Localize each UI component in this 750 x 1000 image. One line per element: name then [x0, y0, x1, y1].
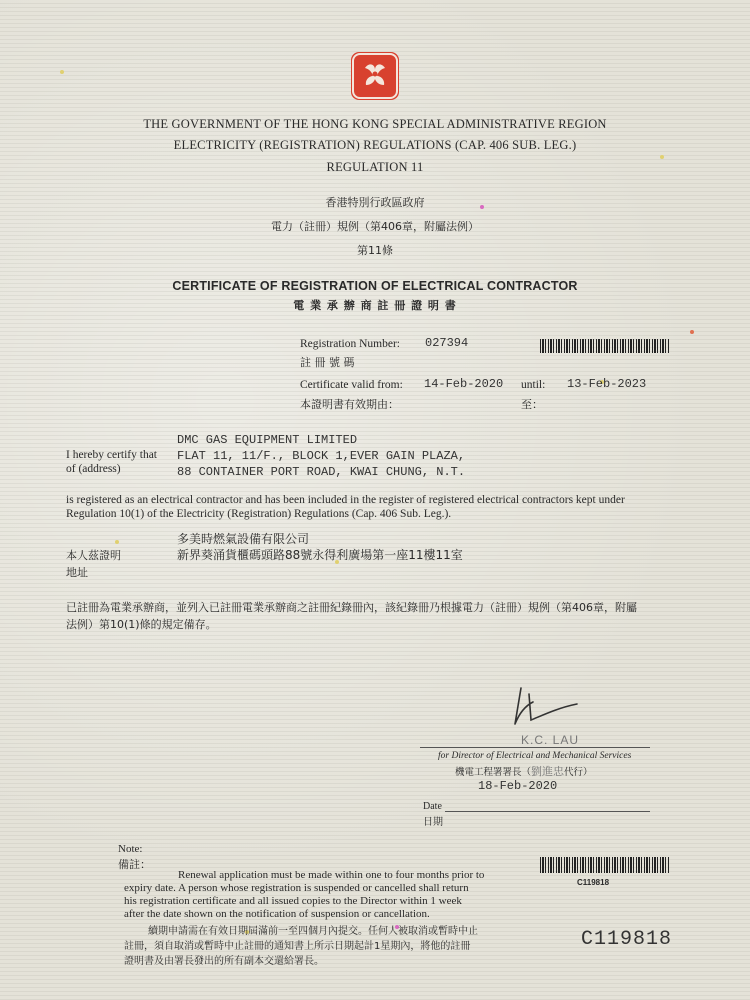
- signatory-for-zh: [455, 763, 593, 779]
- signature-date: 18-Feb-2020: [478, 779, 558, 793]
- valid-from-label-zh: 本證明書有效期由：: [300, 398, 399, 411]
- certificate-title-zh: 電 業 承 辦 商 註 冊 證 明 書: [293, 299, 457, 312]
- company-name: DMC GAS EQUIPMENT LIMITED: [177, 433, 358, 447]
- registration-statement-line2: Regulation 10(1) of the Electricity (Registration) Regulations (Cap. 406 Sub. Leg.).: [66, 508, 452, 520]
- valid-from-label: Certificate valid from:: [300, 379, 403, 391]
- company-address-line1: FLAT 11, 11/F., BLOCK 1,EVER GAIN PLAZA,: [177, 449, 466, 463]
- serial-number: C119818: [581, 928, 673, 951]
- hksar-seal-icon: [351, 52, 399, 100]
- registration-statement-zh-line2: 法例）第10(1)條的規定備存。: [66, 618, 217, 631]
- company-name-zh: 多美時燃氣設備有限公司: [177, 532, 310, 546]
- note-label: Note:: [118, 843, 143, 855]
- header-line-regulations: ELECTRICITY (REGISTRATION) REGULATIONS (CAP. 406 SUB. LEG.): [173, 138, 577, 152]
- paper-fleck: [690, 330, 694, 334]
- signatory-chop-name: 劉進忠: [531, 765, 565, 778]
- date-label-zh: 日期: [423, 817, 443, 828]
- header-zh-regulation-number: 第11條: [357, 244, 393, 257]
- note-en-line1: Renewal application must be made within one to four months prior to: [178, 869, 485, 881]
- certify-label-zh: 本人茲證明: [66, 549, 121, 562]
- signatory-for-zh-prefix: 機電工程署署長（: [455, 767, 532, 778]
- valid-until-label: until:: [521, 379, 546, 391]
- note-en-line3: his registration certificate and all issued copies to the Director within 1 week: [124, 895, 462, 907]
- serial-barcode-caption: C119818: [577, 878, 610, 887]
- signature-line: [420, 747, 650, 748]
- header-zh-regulations: 電力（註冊）規例（第406章，附屬法例）: [271, 220, 479, 233]
- company-address-zh: 新界葵涌貨櫃碼頭路88號永得利廣場第一座11樓11室: [177, 548, 463, 562]
- valid-until-label-zh: 至：: [521, 398, 543, 411]
- signatory-for-en: for Director of Electrical and Mechanical Services: [438, 751, 632, 761]
- serial-barcode: [540, 857, 670, 873]
- paper-fleck: [660, 155, 664, 159]
- paper-fleck: [115, 540, 119, 544]
- registration-number-label: Registration Number:: [300, 338, 400, 350]
- note-en-line4: after the date shown on the notification of suspension or cancellation.: [124, 908, 430, 920]
- address-label: of (address): [66, 463, 121, 475]
- header-line-regulation-number: REGULATION 11: [326, 160, 424, 174]
- header-line-government: THE GOVERNMENT OF THE HONG KONG SPECIAL ADMINISTRATIVE REGION: [143, 117, 607, 131]
- registration-number-value: 027394: [425, 336, 469, 350]
- note-zh-line2: 註冊，須自取消或暫時中止註冊的通知書上所示日期起計1星期內，將他的註冊: [124, 941, 471, 952]
- registration-statement-zh-line1: 已註冊為電業承辦商，並列入已註冊電業承辦商之註冊紀錄冊內，該紀錄冊乃根據電力（註冊）規例（第406章，附屬: [66, 601, 637, 614]
- note-en-line2: expiry date. A person whose registration is suspended or cancelled shall return: [124, 882, 469, 894]
- signatory-for-zh-suffix: 代行）: [564, 767, 593, 778]
- date-label: Date: [423, 801, 442, 812]
- signatory-name: K.C. LAU: [520, 733, 579, 747]
- certificate-title: CERTIFICATE OF REGISTRATION OF ELECTRICAL CONTRACTOR: [172, 279, 578, 293]
- header-zh-government: 香港特別行政區政府: [325, 196, 425, 209]
- company-address-line2: 88 CONTAINER PORT ROAD, KWAI CHUNG, N.T.: [177, 465, 466, 479]
- registration-number-label-zh: 註 冊 號 碼: [300, 356, 355, 369]
- valid-until-date: 13-Feb-2023: [567, 377, 647, 391]
- valid-from-date: 14-Feb-2020: [424, 377, 504, 391]
- certify-label: I hereby certify that: [66, 449, 157, 461]
- address-label-zh: 地址: [66, 566, 88, 579]
- signature-kl: [505, 680, 585, 730]
- date-line: [445, 811, 650, 812]
- registration-statement-line1: is registered as an electrical contractor and has been included in the register of registered electrical contractors kept under: [66, 494, 625, 506]
- registration-barcode: [540, 339, 670, 353]
- note-zh-line3: 證明書及由署長發出的所有副本交還給署長。: [124, 956, 324, 967]
- note-zh-line1: 續期申請需在有效日期屆滿前一至四個月內提交。任何人被取消或暫時中止: [148, 926, 478, 937]
- note-label-zh: 備註：: [118, 858, 151, 871]
- paper-fleck: [60, 70, 64, 74]
